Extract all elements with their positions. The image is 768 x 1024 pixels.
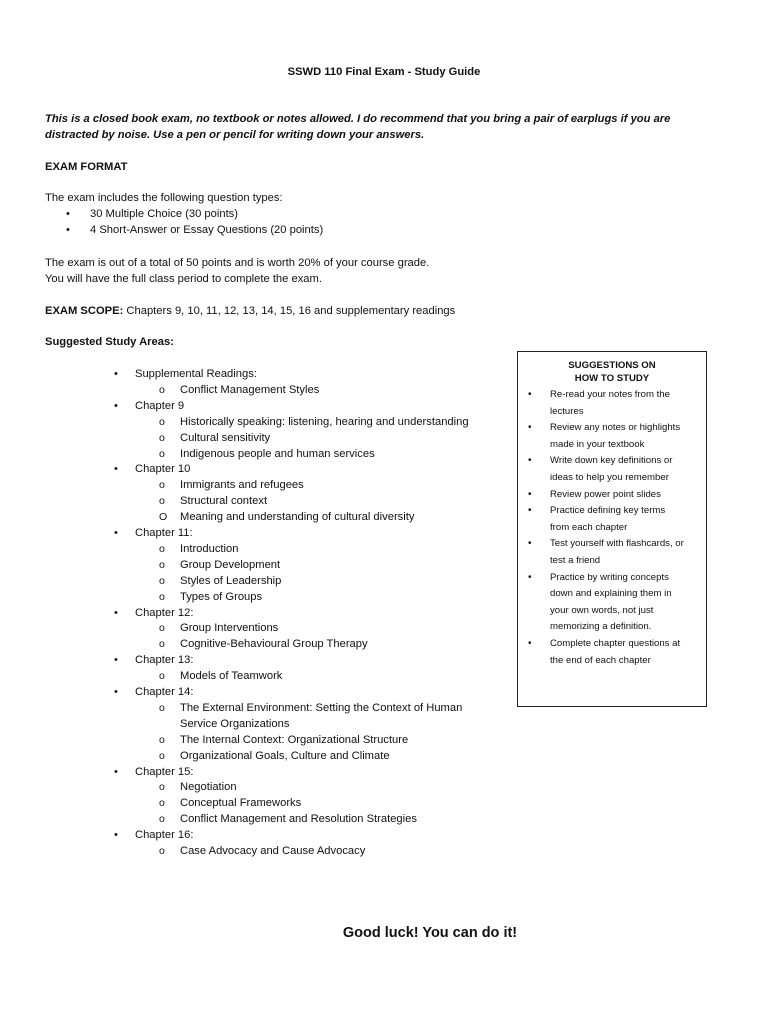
sub-bullet-marker: o xyxy=(159,733,165,746)
sub-bullet-marker: o xyxy=(159,495,165,508)
suggestion-bullet-marker: • xyxy=(528,505,532,517)
sub-bullet-marker: o xyxy=(159,383,165,396)
study-area-subitem: Meaning and understanding of cultural diversity xyxy=(180,511,415,524)
study-area-subitem: Case Advocacy and Cause Advocacy xyxy=(180,845,366,857)
question-type-item: 30 Multiple Choice (30 points) xyxy=(90,208,238,220)
sub-bullet-marker: o xyxy=(159,431,165,444)
suggestion-bullet-marker: • xyxy=(528,422,532,434)
bullet-marker: • xyxy=(114,527,118,539)
suggestions-heading-line1: SUGGESTIONS ON xyxy=(568,360,656,371)
suggestion-item-line: Review power point slides xyxy=(550,488,661,500)
sub-bullet-marker: O xyxy=(159,511,168,524)
sub-bullet-marker: o xyxy=(159,749,165,762)
bullet-marker: • xyxy=(66,208,70,220)
study-areas-heading: Suggested Study Areas: xyxy=(45,336,174,348)
study-area-subitem: The Internal Context: Organizational Structure xyxy=(180,733,409,746)
study-area-item: Chapter 15: xyxy=(135,765,194,778)
exam-format-heading: EXAM FORMAT xyxy=(45,161,128,173)
suggestion-item-line: from each chapter xyxy=(550,521,628,533)
suggestion-item-line: test a friend xyxy=(550,555,601,566)
suggestion-item-line: Test yourself with flashcards, or xyxy=(550,538,684,550)
exam-scope-line xyxy=(45,303,455,319)
bullet-marker: • xyxy=(66,224,70,236)
study-area-subitem: Types of Groups xyxy=(180,590,263,603)
study-area-item: Chapter 13: xyxy=(135,654,194,667)
suggestion-item-line: the end of each chapter xyxy=(550,654,651,666)
suggestion-bullet-marker: • xyxy=(528,571,532,583)
study-area-subitem: Cognitive-Behavioural Group Therapy xyxy=(180,638,368,651)
exam-scope-text: Chapters 9, 10, 11, 12, 13, 14, 15, 16 and supplementary readings xyxy=(123,305,456,317)
study-suggestions-box xyxy=(517,351,707,707)
suggestion-item-line: Re-read your notes from the xyxy=(550,389,670,400)
sub-bullet-marker: o xyxy=(159,415,165,428)
suggestion-bullet-marker: • xyxy=(528,538,532,550)
suggestion-item-line: Practice defining key terms xyxy=(550,505,666,517)
question-type-item: 4 Short-Answer or Essay Questions (20 points) xyxy=(90,224,324,236)
study-area-item: Chapter 16: xyxy=(135,829,194,842)
question-types-lead: The exam includes the following question types: xyxy=(45,192,283,204)
study-area-subitem: Introduction xyxy=(180,542,239,555)
sub-bullet-marker: o xyxy=(159,479,165,492)
suggestion-item-line: Write down key definitions or xyxy=(550,455,673,467)
sub-bullet-marker: o xyxy=(159,813,165,826)
study-area-item: Supplemental Readings: xyxy=(135,368,257,380)
sub-bullet-marker: o xyxy=(159,797,165,810)
sub-bullet-marker: o xyxy=(159,590,165,603)
suggestion-item-line: made in your textbook xyxy=(550,438,645,450)
study-area-subitem: Conceptual Frameworks xyxy=(180,797,302,810)
suggestion-bullet-marker: • xyxy=(528,638,532,649)
suggestion-item-line: memorizing a definition. xyxy=(550,621,652,633)
bullet-marker: • xyxy=(114,829,118,842)
study-area-subitem: Service Organizations xyxy=(180,717,290,730)
exam-weight-note: The exam is out of a total of 50 points and is worth 20% of your course grade. xyxy=(45,257,430,269)
study-area-subitem: Structural context xyxy=(180,495,268,508)
suggestions-heading-line2: HOW TO STUDY xyxy=(574,373,650,384)
sub-bullet-marker: o xyxy=(159,781,165,794)
study-area-subitem: Styles of Leadership xyxy=(180,574,282,587)
suggestion-bullet-marker: • xyxy=(528,488,532,500)
bullet-marker: • xyxy=(114,686,118,698)
suggestion-item-line: your own words, not just xyxy=(550,604,654,616)
bullet-marker: • xyxy=(114,368,118,380)
sub-bullet-marker: o xyxy=(159,447,165,460)
study-area-item: Chapter 14: xyxy=(135,686,194,698)
bullet-marker: • xyxy=(114,765,118,778)
study-area-subitem: Historically speaking: listening, hearing and understanding xyxy=(180,415,469,428)
study-area-subitem: Conflict Management Styles xyxy=(180,383,320,396)
study-area-item: Chapter 10 xyxy=(135,463,191,476)
exam-time-note: You will have the full class period to complete the exam. xyxy=(45,273,322,285)
suggestion-item-line: Complete chapter questions at xyxy=(550,638,681,649)
suggestion-item-line: ideas to help you remember xyxy=(550,472,669,483)
study-area-item: Chapter 12: xyxy=(135,606,194,619)
sub-bullet-marker: o xyxy=(159,670,165,683)
suggestion-bullet-marker: • xyxy=(528,389,532,400)
bullet-marker: • xyxy=(114,463,118,476)
study-area-subitem: Indigenous people and human services xyxy=(180,447,375,460)
sub-bullet-marker: o xyxy=(159,622,165,635)
suggestion-item-line: Practice by writing concepts xyxy=(550,571,669,583)
bullet-marker: • xyxy=(114,654,118,667)
study-area-subitem: Conflict Management and Resolution Strategies xyxy=(180,813,417,826)
study-area-subitem: Organizational Goals, Culture and Climate xyxy=(180,749,390,762)
study-area-subitem: Negotiation xyxy=(180,781,237,794)
bullet-marker: • xyxy=(114,606,118,619)
study-area-subitem: Group Interventions xyxy=(180,622,279,635)
page-title: SSWD 110 Final Exam - Study Guide xyxy=(287,66,481,78)
sub-bullet-marker: o xyxy=(159,558,165,571)
sub-bullet-marker: o xyxy=(159,845,165,857)
sub-bullet-marker: o xyxy=(159,701,165,714)
closing-message: Good luck! You can do it! xyxy=(342,925,518,941)
study-area-subitem: Group Development xyxy=(180,558,281,571)
suggestion-item-line: lectures xyxy=(550,405,584,417)
study-area-subitem: Immigrants and refugees xyxy=(180,479,304,492)
sub-bullet-marker: o xyxy=(159,574,165,587)
intro-paragraph: This is a closed book exam, no textbook or notes allowed. I do recommend that you bring a pair of earplugs if you are distracted by noise. Use a pen or pencil for writing down your answers. xyxy=(45,113,671,141)
exam-scope-label: EXAM SCOPE: xyxy=(45,305,124,317)
suggestion-item-line: down and explaining them in xyxy=(550,588,672,600)
sub-bullet-marker: o xyxy=(159,542,165,555)
suggestion-item-line: Review any notes or highlights xyxy=(550,422,681,434)
bullet-marker: • xyxy=(114,399,118,412)
study-area-item: Chapter 11: xyxy=(135,527,193,539)
study-area-subitem: Models of Teamwork xyxy=(180,670,283,683)
sub-bullet-marker: o xyxy=(159,638,165,651)
study-area-subitem: The External Environment: Setting the Context of Human xyxy=(180,701,463,714)
study-area-item: Chapter 9 xyxy=(135,399,185,412)
study-area-subitem: Cultural sensitivity xyxy=(180,431,271,444)
suggestion-bullet-marker: • xyxy=(528,455,532,467)
